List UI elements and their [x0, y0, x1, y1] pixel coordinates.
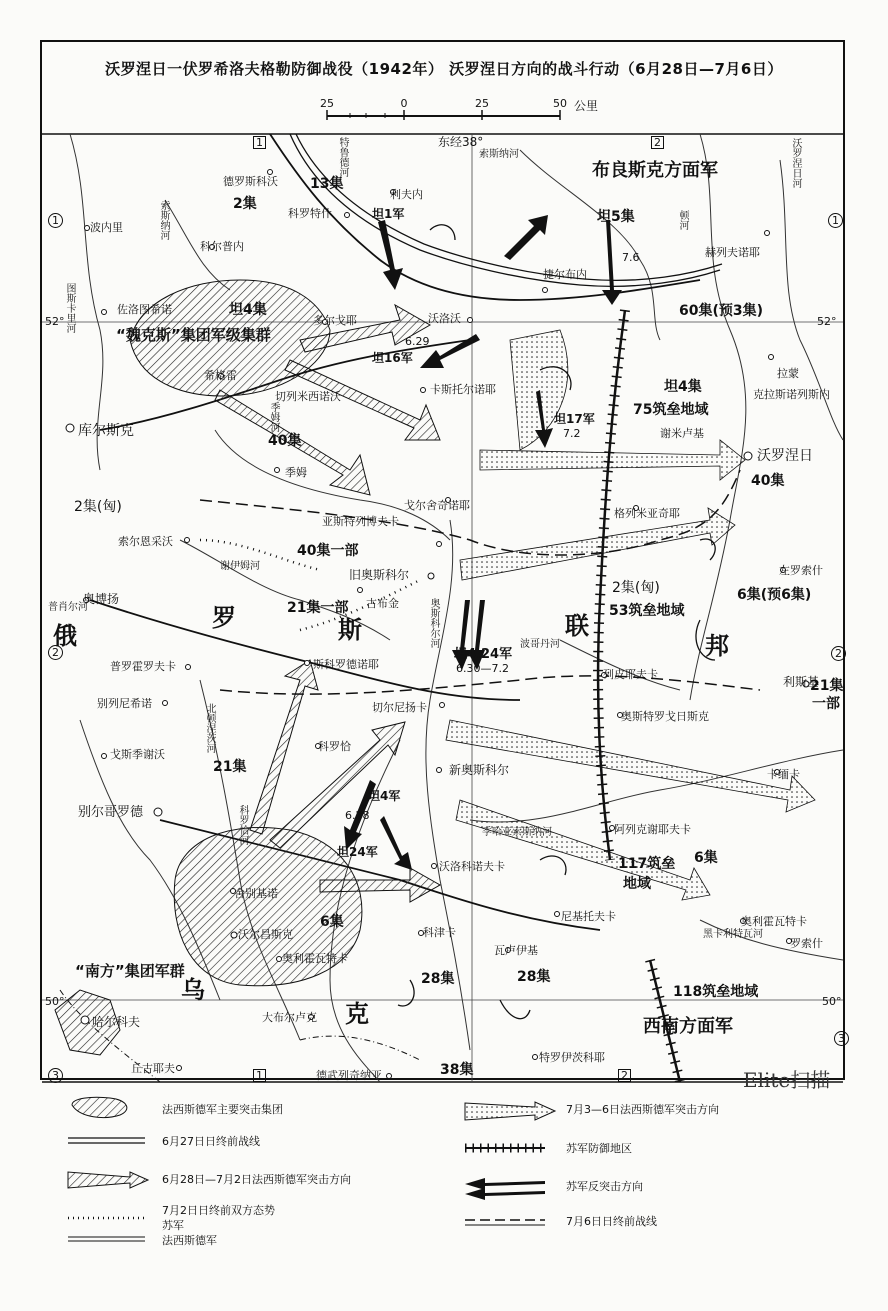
date-label: 6.30—7.2	[456, 662, 509, 675]
army-label: 75筑垒地域	[633, 402, 709, 418]
sheet-marker: 1	[48, 213, 63, 228]
place-label: 季姆	[285, 466, 307, 479]
place-label: 佐洛图希诺	[117, 303, 172, 316]
army-label: 坦4集	[229, 302, 267, 318]
place-label: 拉蒙	[777, 367, 799, 380]
army-label: 地域	[623, 876, 651, 892]
place-label: 奥利霍瓦特卡	[282, 952, 348, 965]
date-label: 6.29	[405, 335, 430, 348]
army-label: 118筑垒地域	[673, 984, 759, 1000]
army-label: 2集	[233, 196, 257, 212]
legend-symbols	[68, 1097, 555, 1241]
place-label: 列皮耶夫卡	[603, 668, 658, 681]
place-label: 新奥斯科尔	[449, 763, 510, 777]
sheet-marker: 1	[253, 136, 266, 149]
country-label: 联	[565, 612, 589, 640]
place-label: 戈斯季谢沃	[110, 748, 165, 761]
river-label: 季姆河	[268, 402, 279, 432]
place-label: 古布金	[366, 597, 399, 610]
country-label: 罗	[212, 604, 236, 632]
place-label: 科津卡	[423, 926, 456, 939]
army-label: 40集	[268, 433, 302, 449]
army-label: 28集	[517, 969, 551, 985]
place-label: 库尔斯克	[78, 423, 134, 439]
place-label: 德武列奇纳亚	[316, 1069, 382, 1082]
army-label: 坦4集	[664, 379, 702, 395]
place-label: 捷尔布内	[543, 268, 587, 281]
army-label: 6集	[694, 850, 718, 866]
country-label: 俄	[53, 622, 77, 650]
legend-item-defense: 苏军防御地区	[566, 1142, 632, 1155]
date-label: 6.28	[345, 809, 370, 822]
army-group-label: “南方”集团军群	[75, 962, 185, 980]
legend-item-main-group: 法西斯德军主要突击集团	[162, 1103, 283, 1116]
river-label: 特鲁德河	[337, 137, 348, 177]
latitude-label: 52°	[45, 315, 65, 328]
place-label: 卡斯托尔诺耶	[430, 383, 496, 396]
place-label: 利斯基	[783, 675, 820, 689]
river-label: 科罗恰河	[237, 805, 248, 845]
river-label: 季哈亚索斯纳河	[482, 827, 552, 838]
legend-item-situation-0702: 7月2日日终前双方态势	[162, 1204, 275, 1217]
place-label: 克拉斯诺列斯内	[753, 388, 830, 401]
date-label: 7.6	[622, 251, 640, 264]
place-label: 戈尔舍奇诺耶	[404, 499, 470, 512]
river-label: 索斯纳河	[158, 200, 169, 240]
army-label: 40集一部	[297, 543, 359, 559]
army-label: 坦17军	[554, 412, 595, 426]
front-label-bryansk: 布良斯克方面军	[592, 160, 718, 181]
place-label: 格列米亚奇耶	[614, 507, 680, 520]
place-label: 罗索什	[790, 937, 823, 950]
place-label: 沃洛沃	[428, 312, 461, 325]
army-label: 117筑垒	[618, 856, 676, 872]
army-label: 40集	[751, 473, 785, 489]
legend-item-thrust-0703: 7月3—6日法西斯德军突击方向	[566, 1103, 719, 1116]
river-label: 索斯纳河	[479, 149, 519, 160]
place-label: 科罗特什	[288, 207, 332, 220]
army-label: 53筑垒地域	[609, 603, 685, 619]
place-label: 尼基托夫卡	[561, 910, 616, 923]
scan-watermark: Elite扫描	[743, 1068, 831, 1092]
place-label: 丘古耶夫	[131, 1062, 175, 1075]
army-label: 坦16军	[372, 351, 413, 365]
place-label: 切列米西诺沃	[275, 390, 341, 403]
sheet-marker: 2	[651, 136, 664, 149]
army-label: 6集	[320, 914, 344, 930]
country-label: 邦	[705, 632, 729, 660]
front-label-southwest: 西南方面军	[643, 1016, 733, 1037]
river-label: 沃罗涅日河	[790, 138, 801, 188]
place-label: 奥利霍瓦特卡	[741, 915, 807, 928]
scale-tick-label: 25	[475, 97, 489, 110]
legend-item-front-0706: 7月6日日终前战线	[566, 1215, 657, 1228]
place-label: 亚斯特列博夫卡	[322, 515, 399, 528]
place-label: 奥斯特罗戈日斯克	[621, 710, 709, 723]
scale-tick-label: 0	[400, 97, 408, 110]
place-label: 索尔恩采沃	[118, 535, 173, 548]
river-label: 图斯卡里河	[64, 283, 75, 333]
date-label: 7.2	[563, 427, 581, 440]
army-label: 2集(匈)	[74, 499, 122, 515]
place-label: 利夫内	[390, 188, 423, 201]
river-label: 谢伊姆河	[220, 561, 260, 572]
river-label: 北顿涅茨河	[204, 703, 215, 753]
army-label: 28集	[421, 971, 455, 987]
place-label: 沃洛科诺夫卡	[439, 860, 505, 873]
army-label: 60集(预3集)	[679, 303, 764, 319]
place-label: 谢米卢基	[660, 427, 704, 440]
country-label: 克	[345, 1000, 369, 1028]
place-label: 沃罗涅日	[757, 448, 813, 464]
sheet-marker: 3	[834, 1031, 849, 1046]
place-label: 卡缅卡	[767, 768, 800, 781]
place-label: 特罗伊茨科耶	[539, 1051, 605, 1064]
place-label: 别尔哥罗德	[78, 805, 144, 820]
sheet-marker: 2	[831, 646, 846, 661]
legend-item-german: 法西斯德军	[162, 1234, 217, 1247]
army-label: 21集一部	[287, 600, 349, 616]
place-label: 别列尼希诺	[97, 697, 152, 710]
army-label: 坦5集	[597, 209, 635, 225]
army-label: 21集	[213, 759, 247, 775]
place-label: 奥博扬	[83, 592, 120, 606]
river-label: 普肖尔河	[48, 602, 88, 613]
river-label: 奥斯科尔河	[428, 598, 439, 648]
scale-tick-label: 25	[320, 97, 334, 110]
meridian-label: 东经38°	[438, 135, 484, 149]
country-label: 斯	[338, 616, 362, 644]
legend-item-front-0627: 6月27日日终前战线	[162, 1135, 260, 1148]
sheet-marker: 1	[828, 213, 843, 228]
place-label: 希格雷	[204, 369, 237, 382]
country-label: 乌	[181, 976, 205, 1004]
army-label: 38集	[440, 1062, 474, 1078]
army-label: 13集	[310, 176, 344, 192]
river-label: 黑卡利特瓦河	[703, 929, 763, 940]
latitude-label: 50°	[822, 995, 842, 1008]
map-title: 沃罗涅日一伏罗希洛夫格勒防御战役（1942年） 沃罗涅日方向的战斗行动（6月28日—7月6日）	[105, 60, 783, 78]
army-label: 坦1军	[372, 207, 405, 221]
latitude-label: 52°	[817, 315, 837, 328]
scale-tick-label: 50	[553, 97, 567, 110]
place-label: 波内里	[90, 221, 123, 234]
legend-item-counterattack: 苏军反突击方向	[566, 1180, 643, 1193]
place-label: 哈尔科夫	[92, 1015, 141, 1029]
legend-item-thrust-0628: 6月28日—7月2日法西斯德军突击方向	[162, 1173, 351, 1186]
place-label: 赫列夫诺耶	[705, 246, 760, 259]
sheet-marker: 2	[618, 1069, 631, 1082]
place-label: 沃尔昌斯克	[238, 928, 293, 941]
place-label: 科罗恰	[318, 740, 351, 753]
army-label: 坦24军	[337, 845, 378, 859]
army-label: 2集(匈)	[612, 580, 660, 596]
army-group-label: “魏克斯”集团军级集群	[116, 326, 271, 344]
army-label: 坦4.24军	[454, 647, 513, 662]
river-label: 波哥丹河	[520, 639, 560, 650]
sheet-marker: 3	[48, 1068, 63, 1083]
place-label: 瓦卢伊基	[494, 944, 538, 957]
army-label: 坦4军	[368, 789, 401, 803]
army-label: 21集	[810, 678, 844, 694]
sheet-marker: 2	[48, 645, 63, 660]
scale-bar-graphic	[327, 110, 560, 120]
river-label: 顿河	[677, 210, 688, 230]
scale-unit: 公里	[574, 99, 599, 113]
place-label: 切尔尼扬卡	[372, 701, 427, 714]
place-label: 多尔戈耶	[313, 314, 357, 327]
place-label: 左罗索什	[779, 564, 823, 577]
army-label: 一部	[812, 696, 840, 712]
place-label: 德罗斯科沃	[223, 175, 278, 188]
sheet-marker: 1	[253, 1069, 266, 1082]
army-label: 6集(预6集)	[737, 587, 812, 603]
place-label: 普罗霍罗夫卡	[110, 660, 176, 673]
place-label: 大布尔卢克	[262, 1011, 317, 1024]
place-label: 旧奥斯科尔	[349, 568, 410, 582]
legend-item-soviet: 苏军	[162, 1219, 184, 1232]
place-label: 舍别基诺	[234, 887, 278, 900]
latitude-label: 50°	[45, 995, 65, 1008]
place-label: 斯科罗德诺耶	[313, 658, 379, 671]
place-label: 阿列克谢耶夫卡	[614, 823, 691, 836]
place-label: 科尔普内	[200, 240, 244, 253]
